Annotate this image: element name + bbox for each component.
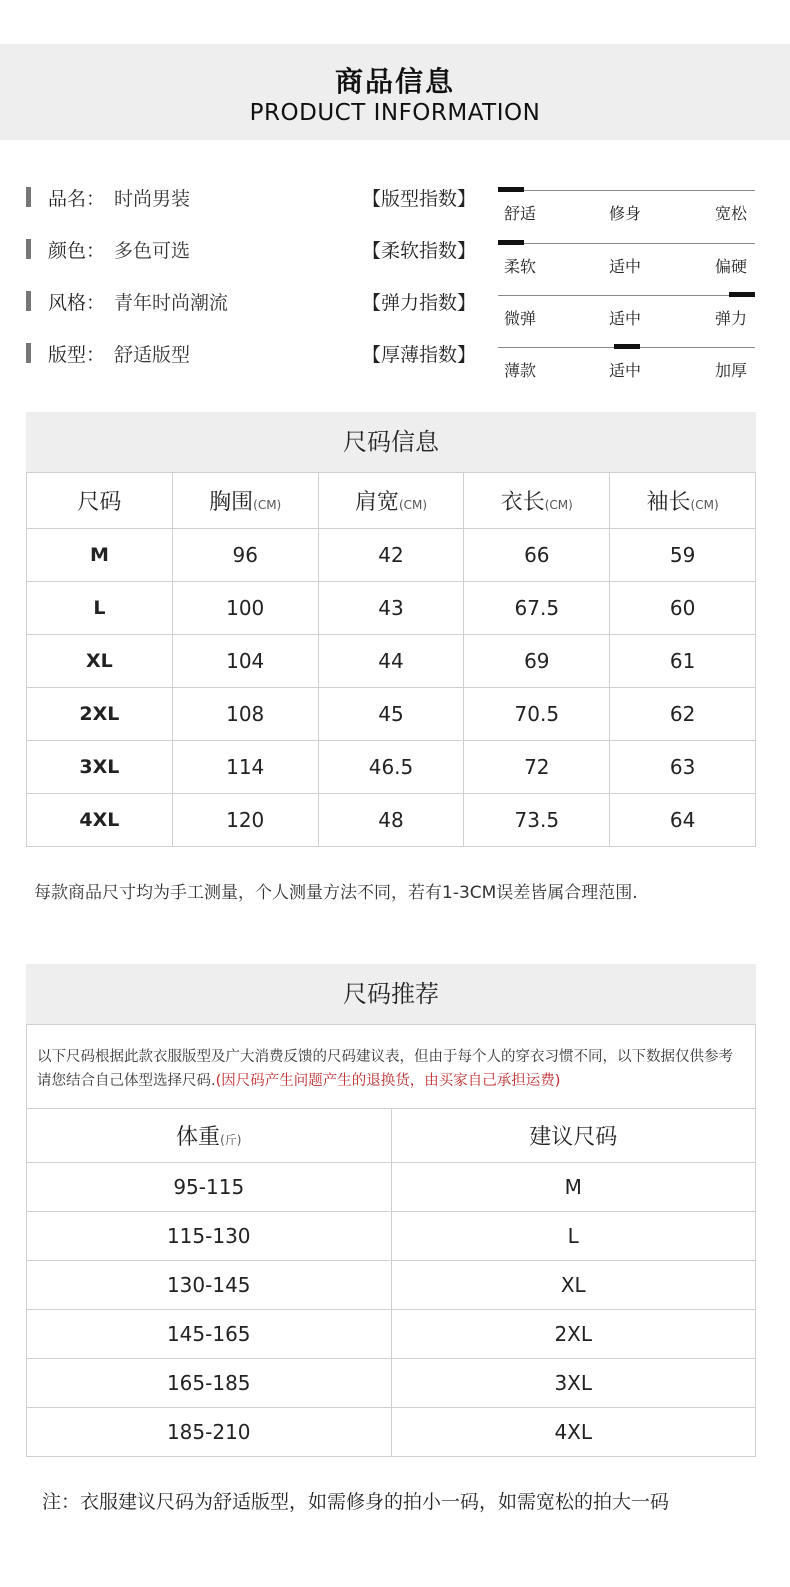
info-value: 时尚男装 — [114, 188, 191, 210]
index-label: 【弹力指数】 — [362, 292, 477, 314]
scale-label-mid: 适中 — [609, 361, 642, 380]
weight-cell: 95-115 — [27, 1163, 392, 1212]
table-cell: 114 — [172, 741, 318, 794]
scale-label-low: 舒适 — [504, 204, 537, 223]
bullet-bar-icon — [26, 239, 31, 259]
scale-label-high: 弹力 — [714, 309, 747, 328]
header-title-cn: 商品信息 — [334, 65, 455, 98]
scale-label-mid: 修身 — [609, 204, 642, 223]
table-row — [27, 1310, 756, 1359]
measurement-note: 每款商品尺寸均为手工测量，个人测量方法不同，若有1-3CM误差皆属合理范围. — [34, 883, 638, 903]
table-cell: 46.5 — [318, 741, 464, 794]
size-table — [26, 472, 756, 847]
table-header-cell: 建议尺码 — [391, 1109, 756, 1163]
softness-index-scale — [498, 243, 755, 277]
table-row — [27, 529, 756, 582]
info-key: 品名： — [48, 188, 106, 210]
table-cell: 60 — [610, 582, 756, 635]
bullet-bar-icon — [26, 343, 31, 363]
table-cell: 43 — [318, 582, 464, 635]
size-cell: 2XL — [391, 1310, 756, 1359]
table-cell: 104 — [172, 635, 318, 688]
table-cell: 44 — [318, 635, 464, 688]
index-label: 【版型指数】 — [362, 188, 477, 210]
scale-label-low: 柔软 — [504, 257, 537, 276]
header-title-en: PRODUCT INFORMATION — [249, 100, 541, 126]
bullet-bar-icon — [26, 291, 31, 311]
size-cell: XL — [391, 1261, 756, 1310]
weight-cell: 165-185 — [27, 1359, 392, 1408]
table-cell: 42 — [318, 529, 464, 582]
table-header-cell: 衣长(CM) — [464, 473, 610, 529]
table-cell: 45 — [318, 688, 464, 741]
table-header-row — [27, 473, 756, 529]
weight-cell: 185-210 — [27, 1408, 392, 1457]
index-label: 【柔软指数】 — [362, 240, 477, 262]
table-cell: 73.5 — [464, 794, 610, 847]
size-recommend-title: 尺码推荐 — [26, 964, 756, 1024]
size-cell: L — [391, 1212, 756, 1261]
table-header-cell: 肩宽(CM) — [318, 473, 464, 529]
table-cell: 70.5 — [464, 688, 610, 741]
scale-marker — [614, 344, 640, 349]
scale-label-low: 薄款 — [504, 361, 537, 380]
fit-index-scale — [498, 190, 755, 224]
recommend-table — [26, 1108, 756, 1457]
table-row — [27, 1408, 756, 1457]
scale-marker — [498, 240, 524, 245]
page-header — [0, 44, 790, 140]
size-info-title: 尺码信息 — [26, 412, 756, 472]
table-row — [27, 582, 756, 635]
info-value: 青年时尚潮流 — [114, 292, 229, 314]
info-key: 版型： — [48, 344, 106, 366]
table-cell: 62 — [610, 688, 756, 741]
table-cell: 108 — [172, 688, 318, 741]
index-label: 【厚薄指数】 — [362, 344, 477, 366]
table-cell: 96 — [172, 529, 318, 582]
size-cell: 4XL — [391, 1408, 756, 1457]
size-cell: 4XL — [27, 794, 173, 847]
info-key: 风格： — [48, 292, 106, 314]
table-cell: 120 — [172, 794, 318, 847]
size-cell: 2XL — [27, 688, 173, 741]
scale-line — [498, 243, 755, 244]
scale-label-low: 微弹 — [504, 309, 537, 328]
recommend-description — [26, 1024, 756, 1108]
size-cell: M — [27, 529, 173, 582]
scale-marker — [729, 292, 755, 297]
table-row — [27, 741, 756, 794]
weight-cell: 130-145 — [27, 1261, 392, 1310]
table-cell: 100 — [172, 582, 318, 635]
bullet-bar-icon — [26, 187, 31, 207]
scale-label-mid: 适中 — [609, 257, 642, 276]
scale-label-mid: 适中 — [609, 309, 642, 328]
table-row — [27, 794, 756, 847]
return-policy-note: (因尺码产生问题产生的退换货，由买家自己承担运费) — [215, 1073, 561, 1089]
table-header-cell: 袖长(CM) — [610, 473, 756, 529]
recommend-desc-text: 以下尺码根据此款衣服版型及广大消费反馈的尺码建议表，但由于每个人的穿衣习惯不同，以下数据仅供参考请您结合自己体型选择尺码. — [37, 1049, 733, 1089]
table-row — [27, 1163, 756, 1212]
table-row — [27, 1261, 756, 1310]
scale-line — [498, 190, 755, 191]
table-cell: 63 — [610, 741, 756, 794]
table-cell: 64 — [610, 794, 756, 847]
weight-cell: 145-165 — [27, 1310, 392, 1359]
table-row — [27, 688, 756, 741]
fit-advice-note: 注：衣服建议尺码为舒适版型，如需修身的拍小一码，如需宽松的拍大一码 — [42, 1491, 670, 1513]
table-cell: 67.5 — [464, 582, 610, 635]
size-cell: M — [391, 1163, 756, 1212]
table-cell: 48 — [318, 794, 464, 847]
table-row — [27, 1212, 756, 1261]
table-row — [27, 635, 756, 688]
table-cell: 61 — [610, 635, 756, 688]
scale-label-high: 加厚 — [714, 361, 747, 380]
table-header-row — [27, 1109, 756, 1163]
size-cell: 3XL — [391, 1359, 756, 1408]
info-key: 颜色： — [48, 240, 106, 262]
table-header-cell: 尺码 — [27, 473, 173, 529]
info-value: 多色可选 — [114, 240, 191, 262]
scale-label-high: 宽松 — [714, 204, 747, 223]
table-row — [27, 1359, 756, 1408]
table-cell: 69 — [464, 635, 610, 688]
table-header-cell: 体重(斤) — [27, 1109, 392, 1163]
scale-line — [498, 295, 755, 296]
size-cell: XL — [27, 635, 173, 688]
thickness-index-scale — [498, 347, 755, 381]
table-cell: 66 — [464, 529, 610, 582]
weight-cell: 115-130 — [27, 1212, 392, 1261]
scale-label-high: 偏硬 — [714, 257, 747, 276]
info-value: 舒适版型 — [114, 344, 191, 366]
table-cell: 59 — [610, 529, 756, 582]
size-cell: 3XL — [27, 741, 173, 794]
scale-marker — [498, 187, 524, 192]
elasticity-index-scale — [498, 295, 755, 329]
table-cell: 72 — [464, 741, 610, 794]
table-header-cell: 胸围(CM) — [172, 473, 318, 529]
size-cell: L — [27, 582, 173, 635]
